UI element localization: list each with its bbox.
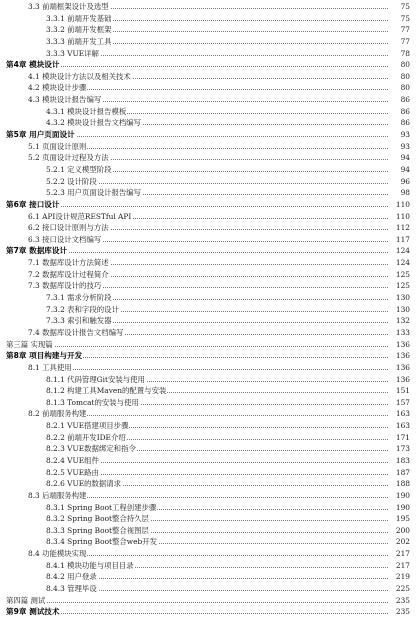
toc-chapter-entry[interactable] xyxy=(0,350,416,362)
toc-entry-title: 7.1 数据库设计方法简述 xyxy=(28,258,109,268)
toc-entry-title: 4.1 模块设计方法以及相关技术 xyxy=(28,71,131,81)
toc-page-number: 93 xyxy=(400,130,410,140)
toc-page-number: 130 xyxy=(395,293,410,303)
toc-entry-title: 5.2.1 定义模型阶段 xyxy=(46,164,112,174)
toc-page-number: 173 xyxy=(395,444,410,454)
toc-page-number: 78 xyxy=(400,48,410,58)
toc-page-number: 93 xyxy=(400,141,410,151)
toc-entry[interactable] xyxy=(0,571,416,583)
toc-page-number: 77 xyxy=(400,25,410,35)
toc-entry-title: 8.2.3 VUE数据绑定和指令 xyxy=(46,444,136,454)
toc-entry[interactable] xyxy=(0,269,416,281)
toc-page-number: 80 xyxy=(400,71,410,81)
toc-part-entry[interactable] xyxy=(0,595,416,607)
toc-entry[interactable] xyxy=(0,560,416,572)
toc-entry-title: 第四篇 测试 xyxy=(6,595,46,605)
toc-entry-title: 8.2.2 前端开发IDE介绍 xyxy=(46,432,126,442)
toc-entry[interactable] xyxy=(0,187,416,199)
toc-page-number: 136 xyxy=(395,339,410,349)
toc-page-number: 190 xyxy=(395,502,410,512)
toc-entry[interactable] xyxy=(0,117,416,129)
toc-entry-title: 3.3.3 VUE详解 xyxy=(46,48,99,58)
toc-page-number: 86 xyxy=(400,95,410,105)
toc-entry-title: 7.3.3 索引和触发器 xyxy=(46,316,112,326)
toc-page-number: 157 xyxy=(395,397,410,407)
toc-entry[interactable] xyxy=(0,525,416,537)
toc-entry-title: 8.3.1 Spring Boot工程创建步骤 xyxy=(46,502,157,512)
toc-page-number: 110 xyxy=(395,211,410,221)
toc-page-number: 98 xyxy=(400,188,410,198)
toc-entry[interactable] xyxy=(0,71,416,83)
toc-page-number: 136 xyxy=(395,351,410,361)
toc-page-number: 171 xyxy=(395,432,410,442)
toc-entry[interactable] xyxy=(0,374,416,386)
toc-entry[interactable] xyxy=(0,455,416,467)
toc-entry[interactable] xyxy=(0,13,416,25)
toc-entry-title: 7.2 数据库设计过程简介 xyxy=(28,269,109,279)
toc-page-number: 132 xyxy=(395,316,410,326)
toc-entry-title: 7.3.1 需求分析阶段 xyxy=(46,293,112,303)
toc-entry[interactable] xyxy=(0,327,416,339)
toc-page-number: 80 xyxy=(400,83,410,93)
toc-entry[interactable] xyxy=(0,24,416,36)
toc-page-number: 136 xyxy=(395,374,410,384)
toc-entry-title: 8.2.6 VUE的数据请求 xyxy=(46,479,122,489)
toc-page-number: 86 xyxy=(400,118,410,128)
toc-entry-title: 第9章 测试技术 xyxy=(6,607,60,617)
toc-entry[interactable] xyxy=(0,490,416,502)
toc-entry[interactable] xyxy=(0,420,416,432)
toc-page-number: 195 xyxy=(395,514,410,524)
toc-entry-title: 7.3.2 表和字段的设计 xyxy=(46,304,119,314)
toc-page-number: 163 xyxy=(395,421,410,431)
toc-entry[interactable] xyxy=(0,408,416,420)
toc-entry-title: 3.3.2 前端开发框架 xyxy=(46,25,112,35)
toc-entry-title: 8.1.2 构建工具Maven的配置与安装 xyxy=(46,386,167,396)
toc-dot-leader xyxy=(6,602,388,603)
toc-entry[interactable] xyxy=(0,362,416,374)
toc-entry-title: 4.3.2 模块设计报告文档编写 xyxy=(46,118,142,128)
toc-page-number: 190 xyxy=(395,490,410,500)
toc-dot-leader xyxy=(6,66,388,67)
toc-page-number: 235 xyxy=(395,595,410,605)
toc-chapter-entry[interactable] xyxy=(0,129,416,141)
toc-page-number: 94 xyxy=(400,164,410,174)
toc-page-number: 117 xyxy=(395,234,410,244)
toc-page-number: 94 xyxy=(400,153,410,163)
toc-entry[interactable] xyxy=(0,106,416,118)
toc-entry-title: 第4章 模块设计 xyxy=(6,60,60,70)
toc-entry[interactable] xyxy=(0,513,416,525)
toc-entry[interactable] xyxy=(0,48,416,60)
toc-entry-title: 3.3.3 前端开发工具 xyxy=(46,36,112,46)
toc-entry[interactable] xyxy=(0,94,416,106)
toc-entry[interactable] xyxy=(0,152,416,164)
toc-entry-title: 8.1.3 Tomcat的安装与使用 xyxy=(46,397,139,407)
toc-page-number: 217 xyxy=(395,549,410,559)
toc-entry[interactable] xyxy=(0,36,416,48)
toc-entry[interactable] xyxy=(0,176,416,188)
toc-entry-title: 3.3 前端框架设计及选型 xyxy=(28,2,109,11)
toc-entry[interactable] xyxy=(0,583,416,595)
toc-entry[interactable] xyxy=(0,502,416,514)
toc-entry[interactable] xyxy=(0,304,416,316)
toc-page-number: 219 xyxy=(395,572,410,582)
toc-page-number: 133 xyxy=(395,327,410,337)
toc-page-number: 96 xyxy=(400,176,410,186)
toc-page-number: 163 xyxy=(395,409,410,419)
toc-entry-title: 8.4.1 模块功能与项目目录 xyxy=(46,560,134,570)
toc-page-number: 217 xyxy=(395,560,410,570)
toc-entry[interactable] xyxy=(0,164,416,176)
toc-entry[interactable] xyxy=(0,1,416,13)
toc-entry-title: 8.2.5 VUE路由 xyxy=(46,467,99,477)
toc-page-number: 75 xyxy=(400,2,410,11)
toc-dot-leader xyxy=(28,369,388,370)
toc-page-number: 77 xyxy=(400,36,410,46)
toc-entry-title: 5.2.2 设计阶段 xyxy=(46,176,97,186)
toc-page-number: 187 xyxy=(395,467,410,477)
toc-entry-title: 8.4.2 用户登录 xyxy=(46,572,97,582)
toc-chapter-entry[interactable] xyxy=(0,59,416,71)
toc-entry[interactable] xyxy=(0,222,416,234)
toc-entry-title: 5.2.3 用户页面设计报告编写 xyxy=(46,188,142,198)
toc-entry-title: 6.3 接口设计文档编写 xyxy=(28,234,102,244)
toc-entry[interactable] xyxy=(0,234,416,246)
toc-entry[interactable] xyxy=(0,548,416,560)
toc-page-number: 125 xyxy=(395,269,410,279)
toc-entry-title: 8.1 工具使用 xyxy=(28,362,72,372)
toc-entry-title: 第6章 接口设计 xyxy=(6,199,60,209)
toc-entry-title: 6.1 API设计规范RESTful API xyxy=(28,211,132,221)
toc-entry[interactable] xyxy=(0,536,416,548)
toc-dot-leader xyxy=(6,613,388,614)
toc-page-number: 75 xyxy=(400,13,410,23)
toc-page-number: 112 xyxy=(395,223,410,233)
toc-page-number: 86 xyxy=(400,106,410,116)
toc-entry-title: 8.2.1 VUE搭建项目步骤 xyxy=(46,421,129,431)
toc-entry-title: 8.4 功能模块实现 xyxy=(28,549,87,559)
toc-entry-title: 3.3.1 前端开发基础 xyxy=(46,13,112,23)
toc-entry-title: 8.1.1 代码管理Git安装与使用 xyxy=(46,374,145,384)
toc-page-number: 124 xyxy=(395,246,410,256)
toc-entry[interactable] xyxy=(0,385,416,397)
toc-entry-title: 6.2 接口设计原则与方法 xyxy=(28,223,109,233)
toc-page-number: 124 xyxy=(395,258,410,268)
toc-page-number: 125 xyxy=(395,281,410,291)
toc-entry[interactable] xyxy=(0,280,416,292)
toc-page-number: 183 xyxy=(395,455,410,465)
toc-page-number: 110 xyxy=(395,199,410,209)
toc-entry-title: 8.3.4 Spring Boot整合web开发 xyxy=(46,537,157,547)
toc-page-number: 151 xyxy=(395,386,410,396)
toc-entry-title: 7.3 数据库设计的技巧 xyxy=(28,281,102,291)
toc-entry-title: 4.3.1 模块设计报告模板 xyxy=(46,106,127,116)
toc-entry[interactable] xyxy=(0,315,416,327)
toc-chapter-entry[interactable] xyxy=(0,245,416,257)
toc-entry[interactable] xyxy=(0,478,416,490)
toc-dot-leader xyxy=(6,346,388,347)
toc-entry-title: 7.4 数据库设计报告文档编写 xyxy=(28,327,124,337)
toc-entry[interactable] xyxy=(0,211,416,223)
toc-page-number: 130 xyxy=(395,304,410,314)
toc-entry-title: 8.3 后端服务构建 xyxy=(28,490,87,500)
toc-entry[interactable] xyxy=(0,292,416,304)
toc-entry-title: 8.2 前端服务构建 xyxy=(28,409,87,419)
toc-page-number: 200 xyxy=(395,525,410,535)
toc-entry[interactable] xyxy=(0,257,416,269)
toc-entry-title: 5.1 页面设计原则 xyxy=(28,141,87,151)
toc-page-number: 80 xyxy=(400,60,410,70)
toc-entry-title: 第7章 数据库设计 xyxy=(6,246,68,256)
toc-page-number: 202 xyxy=(395,537,410,547)
toc-entry-title: 8.3.2 Spring Boot整合持久层 xyxy=(46,514,149,524)
toc-entry-title: 4.3 模块设计报告编写 xyxy=(28,95,102,105)
toc-page-number: 188 xyxy=(395,479,410,489)
toc-entry-title: 8.4.3 管理毕设 xyxy=(46,584,97,594)
toc-page-number: 235 xyxy=(395,607,410,617)
table-of-contents xyxy=(0,1,416,618)
toc-entry[interactable] xyxy=(0,467,416,479)
toc-entry-title: 8.3.3 Spring Boot整合视图层 xyxy=(46,525,149,535)
toc-entry[interactable] xyxy=(0,443,416,455)
toc-entry[interactable] xyxy=(0,432,416,444)
toc-dot-leader xyxy=(6,206,388,207)
toc-entry-title: 4.2 模块设计步骤 xyxy=(28,83,87,93)
toc-entry[interactable] xyxy=(0,141,416,153)
toc-page-number: 136 xyxy=(395,362,410,372)
toc-entry-title: 第8章 项目构建与开发 xyxy=(6,351,83,361)
toc-entry-title: 第5章 用户页面设计 xyxy=(6,130,75,140)
toc-chapter-entry[interactable] xyxy=(0,606,416,618)
toc-entry-title: 8.2.4 VUE组件 xyxy=(46,455,99,465)
toc-part-entry[interactable] xyxy=(0,339,416,351)
toc-entry[interactable] xyxy=(0,82,416,94)
toc-chapter-entry[interactable] xyxy=(0,199,416,211)
toc-entry[interactable] xyxy=(0,397,416,409)
toc-entry-title: 第三篇 实现篇 xyxy=(6,339,53,349)
toc-entry-title: 5.2 页面设计过程及方法 xyxy=(28,153,109,163)
toc-page-number: 225 xyxy=(395,584,410,594)
